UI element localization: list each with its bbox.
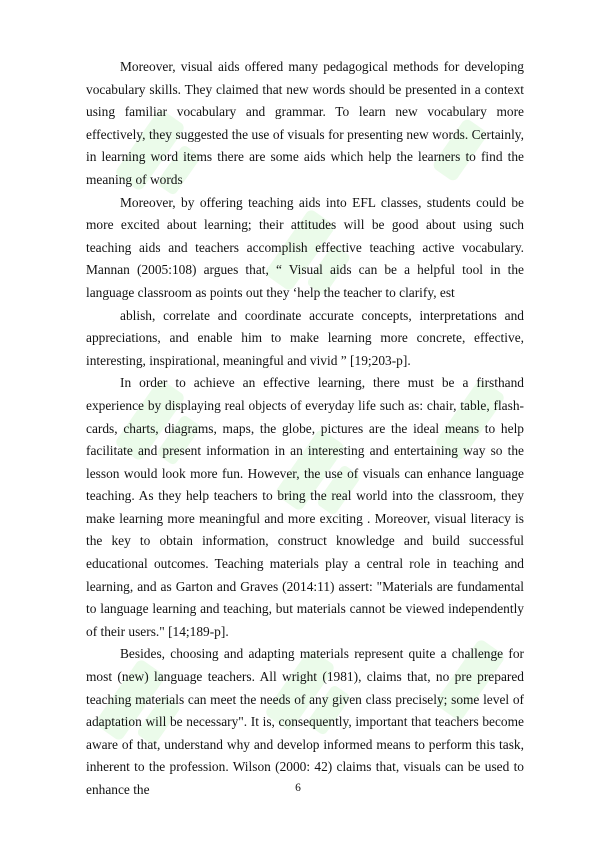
- text-line: Teaching materials play a central role in teaching and learning, and as Garton and: [86, 556, 524, 594]
- text-line: using familiar vocabulary and grammar. To learn new vocabulary more effectively,: [86, 104, 524, 142]
- text-line: meaningful and more exciting . Moreover, visual literacy is the key to obtain: [86, 510, 524, 549]
- body-paragraph: [86, 192, 524, 305]
- text-line: inspirational, meaningful and vivid ” [19;203-p].: [149, 352, 411, 368]
- body-paragraph: [86, 372, 524, 643]
- text-line: and teachers accomplish effective teaching active vocabulary. Mannan (2005:108): [86, 239, 524, 278]
- text-line: appreciations, and enable him to make learning more concrete, effective, interesting,: [86, 330, 524, 368]
- text-line: diagrams, maps, the globe, pictures are the ideal means to help facilitate and present: [86, 420, 524, 459]
- text-line: excited about learning; their attitudes will be good about using such teaching aids: [86, 217, 524, 255]
- text-line: vocabulary skills. They claimed that new words should be presented in a context: [86, 81, 524, 97]
- body-paragraph: [86, 643, 524, 801]
- text-line: teachers to bring the real world into the classroom, they make learning more: [86, 488, 524, 526]
- text-line: In order to achieve an effective learning, there must be a firsthand experience: [86, 375, 524, 413]
- text-line: teaching, but materials cannot be viewed independently of their users." [14;189-p].: [86, 601, 524, 639]
- page-body: [86, 56, 524, 802]
- page-number: 6: [295, 782, 301, 794]
- body-paragraph: [86, 305, 524, 373]
- text-line: they ‘help the teacher to clarify, est: [266, 284, 455, 300]
- text-line: Moreover, by offering teaching aids into EFL classes, students could be more: [86, 194, 524, 233]
- body-paragraph: [86, 56, 524, 192]
- text-line: argues that, “ Visual aids can be a helpful tool in the language classroom as points out: [86, 262, 524, 300]
- text-line: profession. Wilson (2000: 42) claims that, visuals can be used to enhance the: [86, 759, 525, 797]
- text-line: Graves (2014:11) assert: "Materials are fundamental to language learning and: [86, 578, 524, 617]
- text-line: materials can meet the needs of any given class precisely; some level of adaptation: [86, 691, 524, 730]
- text-line: fun. However, the use of visuals can enhance language teaching. As they help: [86, 465, 524, 504]
- text-line: they suggested the use of visuals for presenting new words. Certainly, in learning: [86, 126, 524, 165]
- text-line: Besides, choosing and adapting materials represent quite a challenge for most: [86, 646, 524, 685]
- text-line: understand why and develop informed means to perform this task, inherent to the: [86, 736, 524, 775]
- text-line: ablish, correlate and coordinate accurate concepts, interpretations and: [120, 307, 524, 323]
- text-line: Moreover, visual aids offered many pedagogical methods for developing: [120, 59, 524, 74]
- text-line: information, construct knowledge and build successful educational outcomes.: [86, 533, 524, 572]
- text-line: by displaying real objects of everyday life such as: chair, table, flash-cards, charts,: [86, 397, 524, 436]
- text-line: word items there are some aids which help the learners to find the meaning of words: [86, 149, 524, 187]
- text-line: information in an interesting and entertaining way so the lesson would look more: [86, 443, 524, 481]
- text-line: will be necessary". It is, consequently, important that teachers become aware of that,: [86, 714, 524, 752]
- text-line: (new) language teachers. All wright (1981), claims that, no pre prepared teaching: [86, 669, 524, 707]
